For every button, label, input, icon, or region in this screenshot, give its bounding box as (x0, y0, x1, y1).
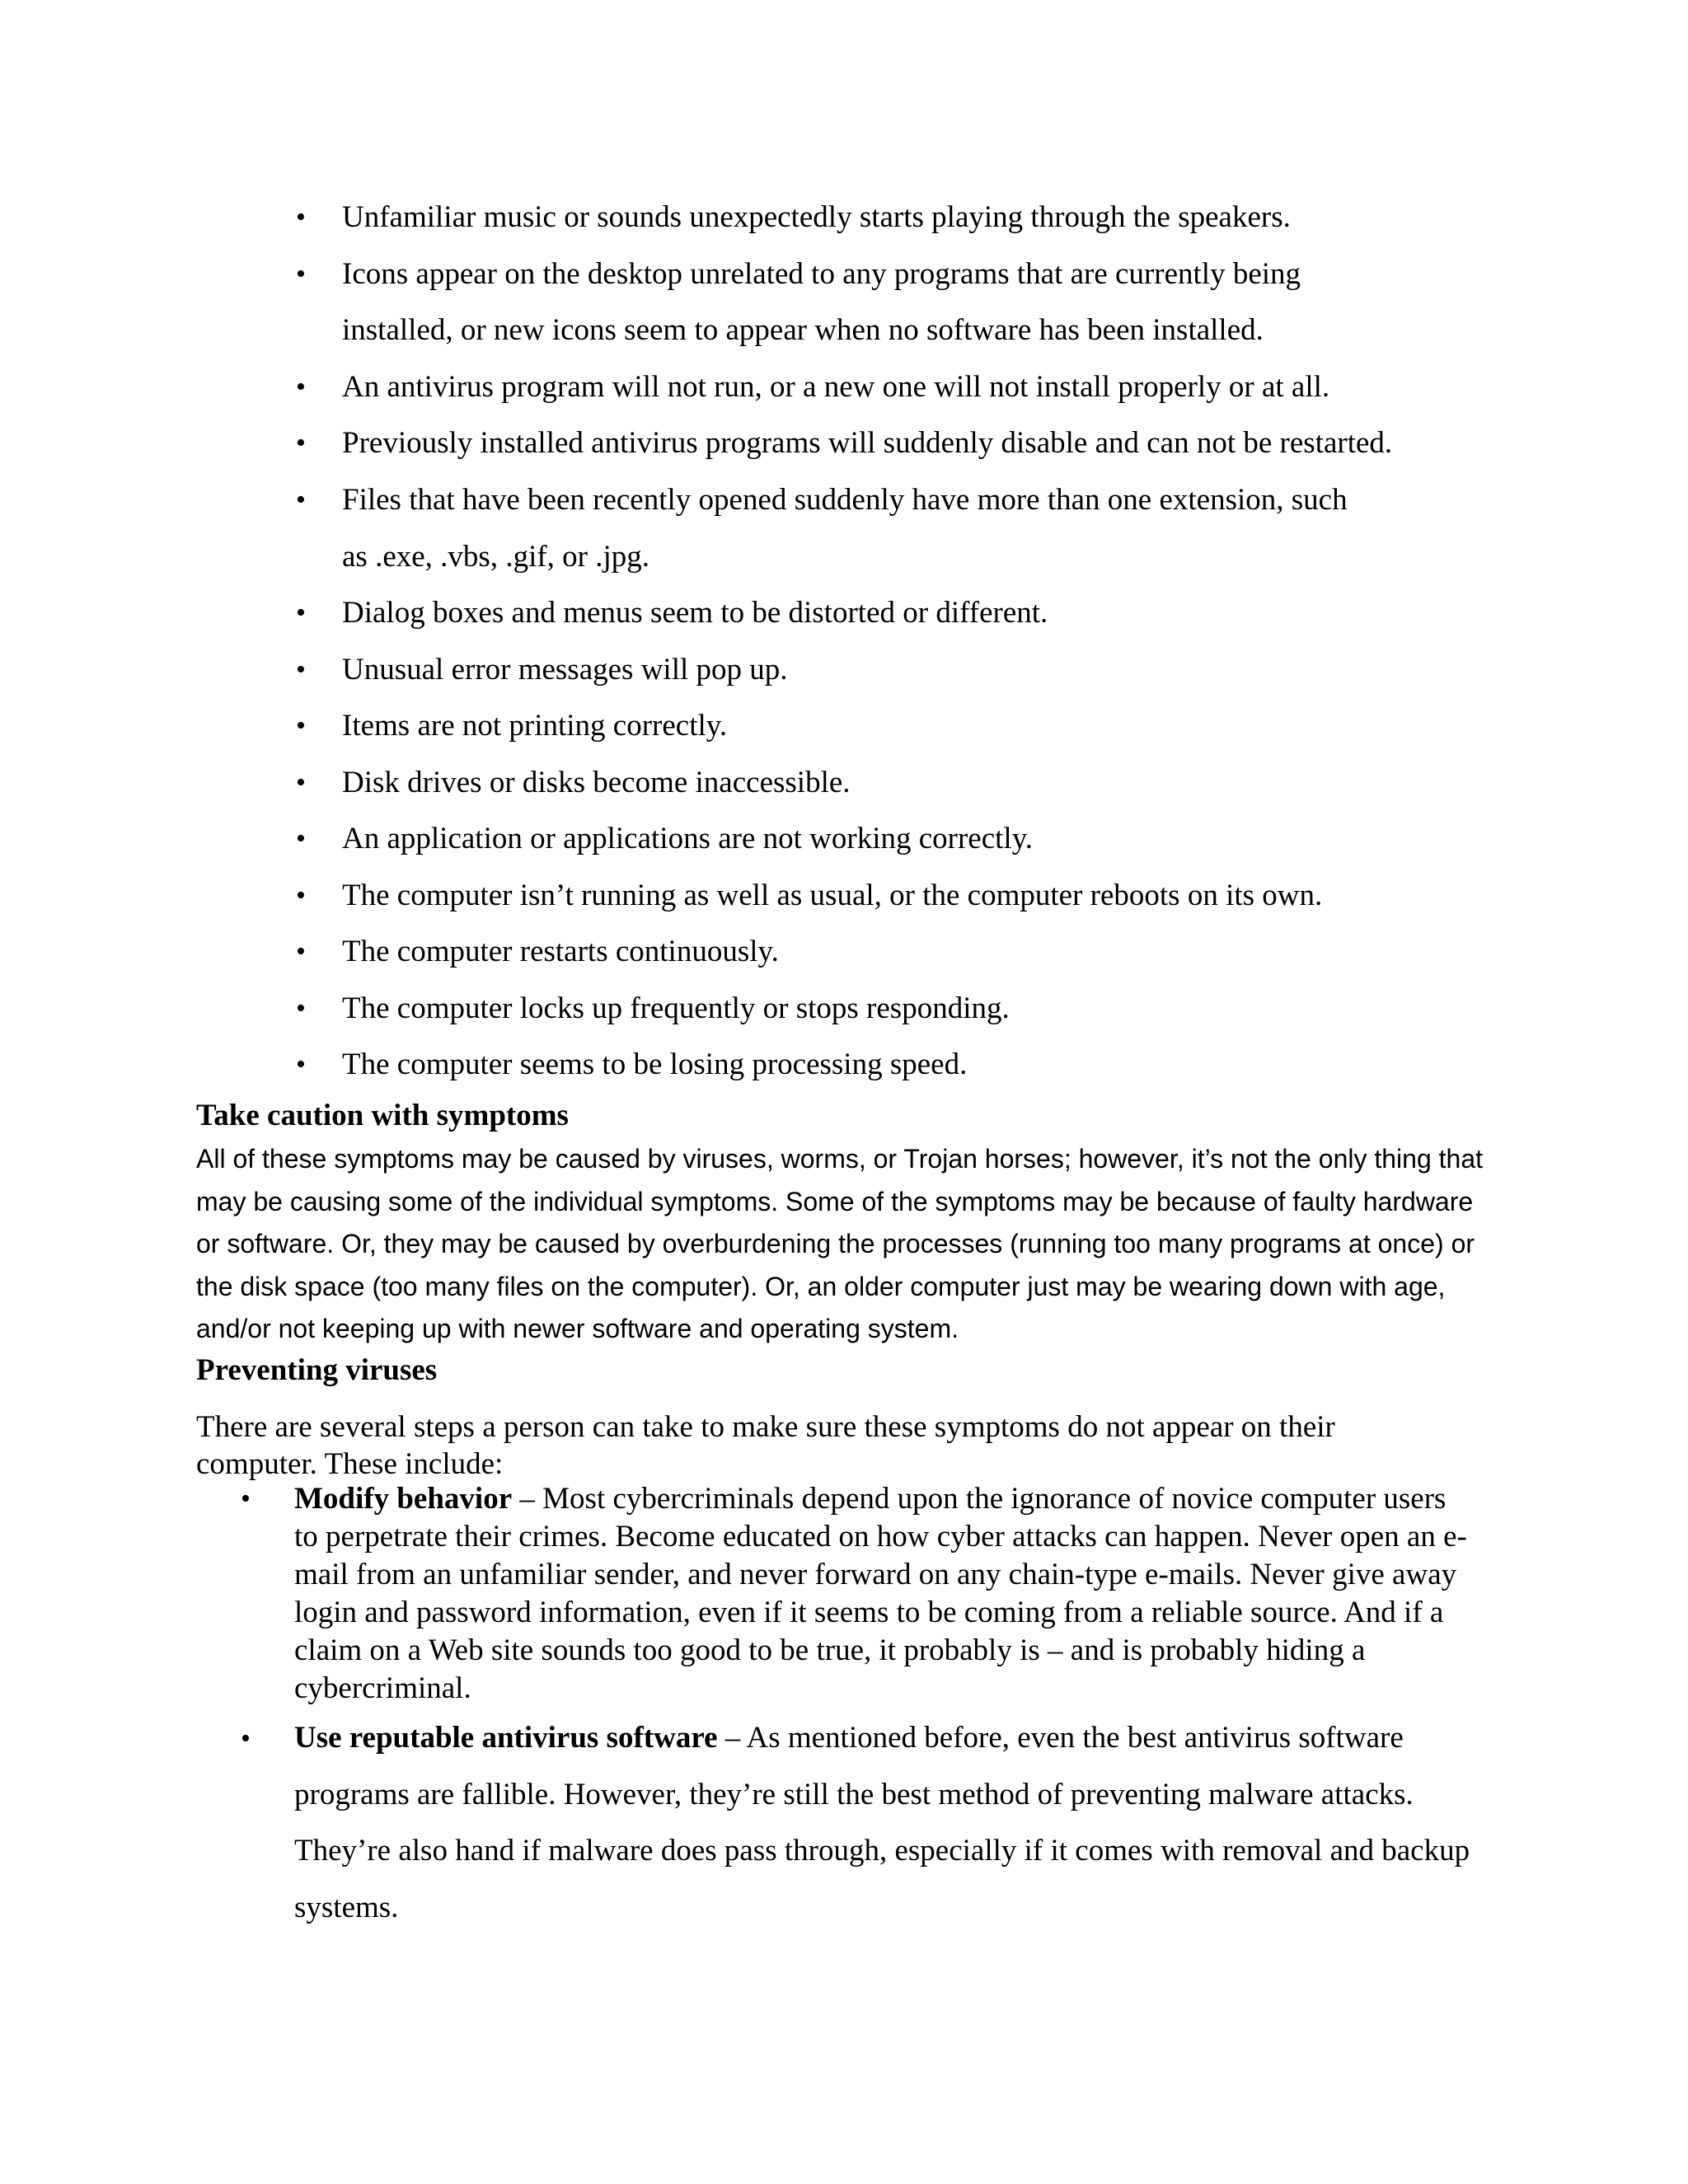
bullet: • (296, 654, 306, 685)
symptom-item: Files that have been recently opened suddenly have more than one extension, such (342, 483, 1348, 517)
bullet: • (296, 767, 306, 798)
bullet: • (296, 372, 306, 402)
symptom-item: The computer seems to be losing processing speed. (342, 1047, 968, 1081)
bullet: • (296, 202, 306, 232)
caution-heading: Take caution with symptoms (196, 1099, 569, 1132)
bullet: • (296, 880, 306, 911)
symptom-item: Icons appear on the desktop unrelated to any programs that are currently being (342, 257, 1301, 291)
symptom-item: The computer isn’t running as well as usual, or the computer reboots on its own. (342, 879, 1323, 912)
bullet: • (296, 259, 306, 289)
symptom-item-continued: installed, or new icons seem to appear when no software has been installed. (342, 313, 1264, 347)
symptom-item: An application or applications are not working correctly. (342, 822, 1034, 855)
prevent-item-text: – Most cybercriminals depend upon the ignorance of novice computer users to perpetrate their crimes. Become educated on how cyber attacks can happen. Never open an e-mail from an unfamiliar sender, and never forward on any chain-type e-mails. Never give away login and password information, even if it seems to be coming from a reliable source. And if a claim on a Web site sounds too good to be true, it probably is – and is probably hiding a cybercriminal. (294, 1482, 1467, 1705)
bullet: • (296, 823, 306, 854)
bullet: • (296, 485, 306, 515)
bullet: • (296, 1049, 306, 1080)
bullet: • (296, 993, 306, 1024)
bullet: • (296, 598, 306, 628)
symptom-item: The computer locks up frequently or stops responding. (342, 991, 1010, 1025)
bullet: • (296, 936, 306, 967)
bullet: • (241, 1483, 251, 1514)
symptom-item: Unfamiliar music or sounds unexpectedly starts playing through the speakers. (342, 200, 1291, 234)
bullet: • (296, 428, 306, 458)
symptom-item: Disk drives or disks become inaccessible. (342, 766, 851, 799)
symptom-item: Previously installed antivirus programs will suddenly disable and can not be restarted. (342, 426, 1393, 460)
symptom-item-continued: as .exe, .vbs, .gif, or .jpg. (342, 540, 650, 574)
symptom-item: An antivirus program will not run, or a new one will not install properly or at all. (342, 370, 1330, 404)
preventing-intro: There are several steps a person can take to make sure these symptoms do not appear on their computer. These include: (196, 1410, 1335, 1481)
symptom-item: Items are not printing correctly. (342, 709, 728, 743)
caution-paragraph: All of these symptoms may be caused by viruses, worms, or Trojan horses; however, it’s not the only thing that may be causing some of the individual symptoms. Some of the symptoms may be because of faulty hardware or software. Or, they may be caused by overburdening the processes (running too many programs at once) or the disk space (too many files on the computer). Or, an older computer just may be wearing down with age, and/or not keeping up with newer software and operating system. (196, 1144, 1484, 1343)
preventing-heading: Preventing viruses (196, 1353, 438, 1387)
prevent-item-antivirus (294, 1710, 1473, 1936)
symptom-item: The computer restarts continuously. (342, 935, 779, 968)
bullet: • (241, 1723, 251, 1754)
prevent-item-title: Modify behavior (294, 1482, 513, 1516)
symptom-item: Dialog boxes and menus seem to be distorted or different. (342, 596, 1048, 630)
symptom-item: Unusual error messages will pop up. (342, 653, 788, 687)
prevent-item-text: – As mentioned before, even the best antivirus software programs are fallible. However, they’re still the best method of preventing malware attacks. They’re also hand if malware does pass through, especially if it comes with removal and backup systems. (294, 1721, 1470, 1924)
prevent-item-title: Use reputable antivirus software (294, 1721, 718, 1755)
bullet: • (296, 710, 306, 741)
prevent-item-modify-behavior (294, 1480, 1473, 1708)
